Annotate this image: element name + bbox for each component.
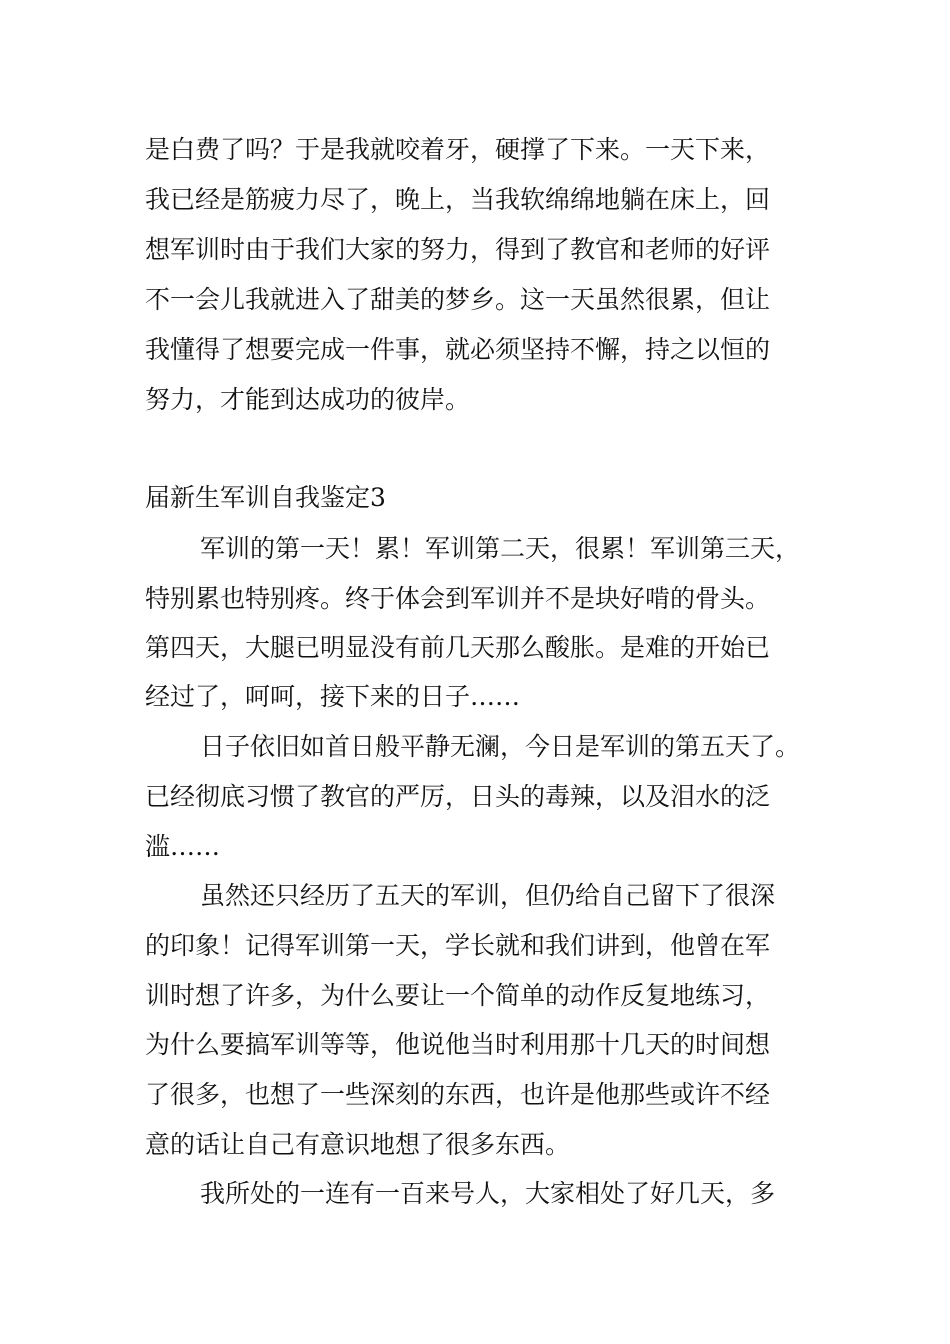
text-line: 意的话让自己有意识地想了很多东西。: [145, 1130, 571, 1159]
text-line: 虽然还只经历了五天的军训，但仍给自己留下了很深: [200, 881, 776, 910]
text-line: 为什么要搞军训等等，他说他当时利用那十几天的时间想: [145, 1030, 771, 1059]
text-line: 想军训时由于我们大家的努力，得到了教官和老师的好评: [145, 235, 771, 264]
text-line: 经过了，呵呵，接下来的日子……: [145, 682, 521, 711]
text-line: 已经彻底习惯了教官的严厉，日头的毒辣，以及泪水的泛: [145, 782, 771, 811]
text-line: 我所处的一连有一百来号人，大家相处了好几天，多: [200, 1179, 776, 1208]
section-heading: 届新生军训自我鉴定3: [145, 483, 386, 512]
text-line: 滥……: [145, 832, 221, 861]
text-line: 第四天，大腿已明显没有前几天那么酸胀。是难的开始已: [145, 633, 771, 662]
text-line: 日子依旧如首日般平静无澜，今日是军训的第五天了。: [200, 732, 801, 761]
text-line: 训时想了许多，为什么要让一个简单的动作反复地练习，: [145, 981, 771, 1010]
text-line: 的印象！记得军训第一天，学长就和我们讲到，他曾在军: [145, 931, 771, 960]
text-line: 特别累也特别疼。终于体会到军训并不是块好啃的骨头。: [145, 584, 771, 613]
text-line: 我已经是筋疲力尽了，晚上，当我软绵绵地躺在床上，回: [145, 185, 771, 214]
text-line: 军训的第一天！累！军训第二天，很累！军训第三天，: [200, 534, 801, 563]
text-line: 我懂得了想要完成一件事，就必须坚持不懈，持之以恒的: [145, 335, 771, 364]
text-line: 了很多，也想了一些深刻的东西，也许是他那些或许不经: [145, 1080, 771, 1109]
text-line: 不一会儿我就进入了甜美的梦乡。这一天虽然很累，但让: [145, 285, 771, 314]
text-line: 努力，才能到达成功的彼岸。: [145, 385, 471, 414]
text-line: 是白费了吗？于是我就咬着牙，硬撑了下来。一天下来，: [145, 135, 771, 164]
